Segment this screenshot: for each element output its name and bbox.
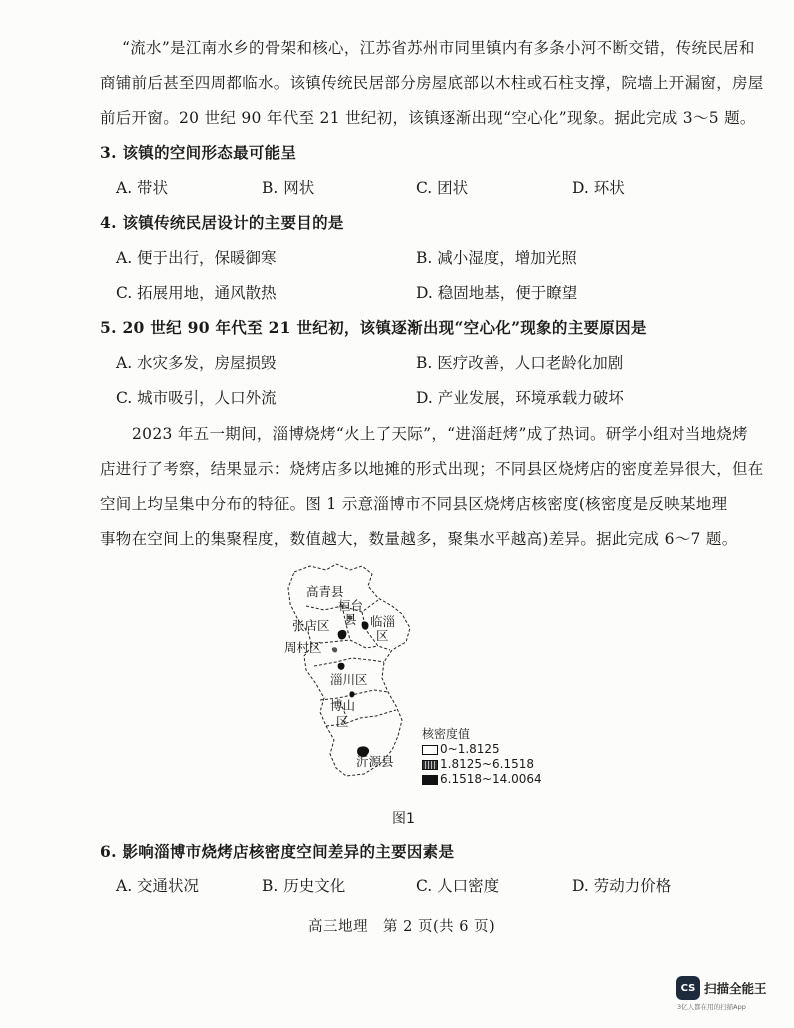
q3-option-d: D. 环状 (572, 179, 625, 197)
passage2-line3: 空间上均呈集中分布的特征。图 1 示意淄博市不同县区烧烤店核密度(核密度是反映某地理 (100, 495, 728, 513)
label-zichuan: 淄川区 (330, 672, 368, 687)
legend-low (422, 742, 542, 757)
density-high-zichuan (338, 663, 345, 670)
passage1-line3: 前后开窗。20 世纪 90 年代至 21 世纪初，该镇逐渐出现“空心化”现象。据此完成 3～5 题。 (100, 109, 756, 127)
passage1-line2: 商铺前后甚至四周都临水。该镇传统民居部分房屋底部以木柱或石柱支撑，院墙上开漏窗，房屋 (100, 74, 764, 92)
camscanner-badge (676, 976, 767, 1000)
legend-high (422, 772, 542, 787)
legend-high-label: 6.1518~14.0064 (440, 772, 542, 786)
label-yiyuan: 沂源县 (356, 754, 394, 769)
q4-option-c: C. 拓展用地，通风散热 (116, 284, 277, 302)
q5-stem: 5. 20 世纪 90 年代至 21 世纪初，该镇逐渐出现“空心化”现象的主要原因是 (100, 318, 647, 337)
density-high-zhangdian (338, 630, 347, 640)
q4-option-a: A. 便于出行，保暖御寒 (116, 249, 277, 267)
label-huantai-2: 县 (344, 612, 357, 627)
q6-option-d: D. 劳动力价格 (572, 877, 672, 895)
legend-mid (422, 757, 542, 772)
q5-option-c: C. 城市吸引，人口外流 (116, 389, 277, 407)
legend-swatch-low (422, 745, 438, 755)
label-zhangdian: 张店区 (292, 618, 330, 633)
legend-low-label: 0~1.8125 (440, 742, 500, 756)
q6-stem: 6. 影响淄博市烧烤店核密度空间差异的主要因素是 (100, 842, 455, 861)
page-footer: 高三地理 第 2 页(共 6 页) (308, 919, 496, 935)
q3-option-c: C. 团状 (416, 179, 469, 197)
label-boshan-2: 区 (336, 714, 349, 729)
q5-option-d: D. 产业发展，环境承载力破坏 (416, 389, 624, 407)
q3-option-b: B. 网状 (262, 179, 315, 197)
q5-option-a: A. 水灾多发，房屋损毁 (116, 354, 277, 372)
density-mid-zhoucun (332, 647, 337, 652)
q6-option-a: A. 交通状况 (116, 877, 200, 895)
passage2-line1: 2023 年五一期间，淄博烧烤“火上了天际”，“进淄赶烤”成了热词。研学小组对当地烧烤 (132, 425, 748, 443)
label-boshan-1: 博山 (330, 698, 356, 713)
density-high-linzi (362, 621, 369, 629)
legend-swatch-high (422, 775, 438, 785)
passage2-line4: 事物在空间上的集聚程度，数值越大，数量越多，聚集水平越高)差异。据此完成 6～7 题。 (100, 530, 738, 548)
label-linzi-1: 临淄 (370, 614, 396, 629)
zibo-kernel-density-map (280, 560, 430, 785)
passage1-line1: “流水”是江南水乡的骨架和核心，江苏省苏州市同里镇内有多条小河不断交错，传统民居和 (122, 39, 755, 57)
label-zhoucun: 周村区 (284, 640, 322, 655)
border-zichuan (314, 658, 384, 666)
density-high-boshan (349, 691, 354, 697)
legend-mid-label: 1.8125~6.1518 (440, 757, 535, 771)
label-gaoqing: 高青县 (306, 584, 344, 599)
q6-option-b: B. 历史文化 (262, 877, 346, 895)
passage2-line2: 店进行了考察，结果显示：烧烤店多以地摊的形式出现；不同县区烧烤店的密度差异很大，但在 (100, 460, 764, 478)
q3-stem: 3. 该镇的空间形态最可能呈 (100, 143, 297, 162)
camscanner-name: 扫描全能王 (704, 981, 767, 996)
legend (422, 727, 542, 787)
legend-title: 核密度值 (422, 727, 471, 741)
label-linzi-2: 区 (376, 628, 389, 643)
camscanner-logo-icon: CS (676, 976, 700, 1000)
q6-option-c: C. 人口密度 (416, 877, 500, 895)
figure-caption: 图1 (392, 811, 415, 827)
q5-option-b: B. 医疗改善，人口老龄化加剧 (416, 354, 624, 372)
q3-option-a: A. 带状 (116, 179, 169, 197)
q4-option-d: D. 稳固地基，便于瞭望 (416, 284, 578, 302)
q4-option-b: B. 减小湿度，增加光照 (416, 249, 577, 267)
camscanner-tagline: 3亿人都在用的扫描App (677, 1003, 746, 1011)
legend-swatch-mid (422, 760, 438, 770)
q4-stem: 4. 该镇传统民居设计的主要目的是 (100, 213, 344, 232)
label-huantai-1: 桓台 (338, 598, 364, 613)
